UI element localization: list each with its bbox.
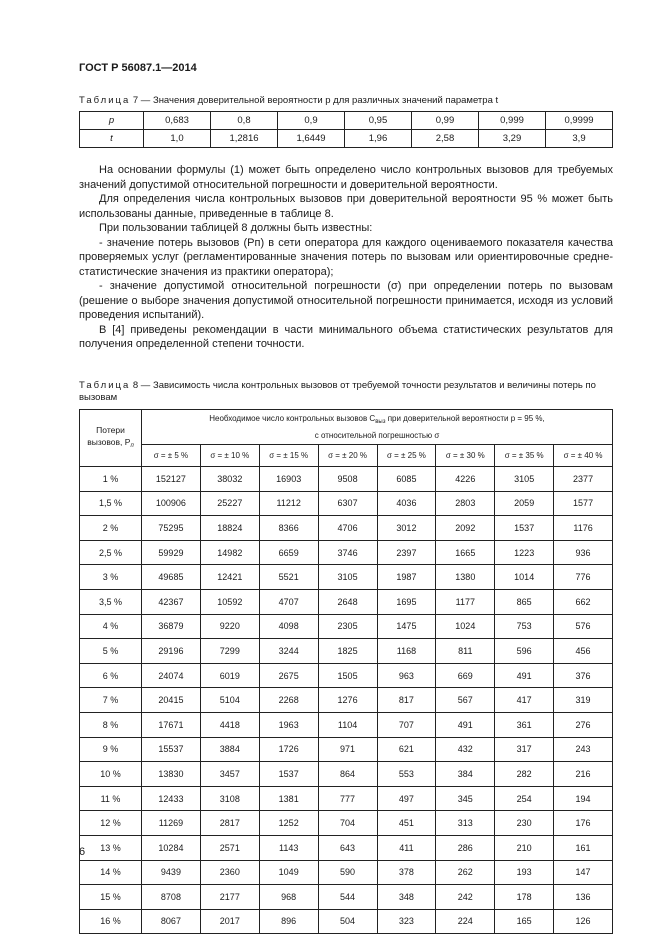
table-cell: 936 (554, 540, 613, 565)
table-cell: 16903 (259, 467, 318, 492)
table-cell: 10592 (200, 589, 259, 614)
group-header-line2: с относительной погрешностью σ (314, 431, 440, 440)
table-cell: 971 (318, 737, 377, 762)
table-cell: 456 (554, 639, 613, 664)
table-cell: 864 (318, 762, 377, 787)
column-header: σ = ± 15 % (259, 445, 318, 467)
table-cell: 0,95 (345, 112, 412, 130)
table-cell: 194 (554, 786, 613, 811)
table-cell: 317 (495, 737, 554, 762)
table-cell: 9439 (142, 860, 201, 885)
table-cell: 2397 (377, 540, 436, 565)
table-cell: 6085 (377, 467, 436, 492)
table-cell: 0,683 (144, 112, 211, 130)
table-cell: 242 (436, 885, 495, 910)
table-row (80, 688, 613, 713)
loss-cell: 3,5 % (80, 589, 142, 614)
paragraph: При пользовании таблицей 8 должны быть известны: (99, 222, 373, 234)
loss-column-header (80, 410, 142, 467)
table-cell: 2648 (318, 589, 377, 614)
table-cell: 1,2816 (211, 130, 278, 148)
table-cell: 59929 (142, 540, 201, 565)
table-row (80, 540, 613, 565)
loss-cell: 6 % (80, 663, 142, 688)
calls-group-header (142, 410, 613, 445)
loss-cell: 15 % (80, 885, 142, 910)
loss-cell: 13 % (80, 835, 142, 860)
table-cell: 811 (436, 639, 495, 664)
table-cell: 2305 (318, 614, 377, 639)
table-cell: 13830 (142, 762, 201, 787)
table-cell: 361 (495, 712, 554, 737)
table-cell: 8366 (259, 516, 318, 541)
table-cell: 2817 (200, 811, 259, 836)
table-row (80, 762, 613, 787)
table-cell: 345 (436, 786, 495, 811)
table-cell: 17671 (142, 712, 201, 737)
table-cell: 3108 (200, 786, 259, 811)
table-cell: 669 (436, 663, 495, 688)
table-cell: 0,9 (278, 112, 345, 130)
table-cell: 776 (554, 565, 613, 590)
table-cell: 4418 (200, 712, 259, 737)
loss-cell: 4 % (80, 614, 142, 639)
loss-cell: 9 % (80, 737, 142, 762)
column-header: σ = ± 20 % (318, 445, 377, 467)
table-cell: 224 (436, 909, 495, 934)
table7-caption-text: 7 — Значения доверительной вероятности p для различных значений параметра t (130, 95, 499, 106)
table-cell: 504 (318, 909, 377, 934)
table-cell: 0,8 (211, 112, 278, 130)
table-cell: 1695 (377, 589, 436, 614)
table-cell: 18824 (200, 516, 259, 541)
table-cell: 5521 (259, 565, 318, 590)
table-cell: 1537 (495, 516, 554, 541)
column-header: σ = ± 40 % (554, 445, 613, 467)
table-cell: 9508 (318, 467, 377, 492)
table-cell: 1014 (495, 565, 554, 590)
table-cell: 417 (495, 688, 554, 713)
table-cell: 896 (259, 909, 318, 934)
table-cell: 497 (377, 786, 436, 811)
table-cell: 3457 (200, 762, 259, 787)
table-cell: 384 (436, 762, 495, 787)
table-cell: 704 (318, 811, 377, 836)
table8-caption (79, 380, 619, 404)
table-cell: 0,99 (412, 112, 479, 130)
table-cell: 567 (436, 688, 495, 713)
table-cell: 753 (495, 614, 554, 639)
loss-cell: 10 % (80, 762, 142, 787)
table-row (80, 811, 613, 836)
table-cell: 1665 (436, 540, 495, 565)
table-cell: 9220 (200, 614, 259, 639)
table-cell: 2177 (200, 885, 259, 910)
table-cell: 1987 (377, 565, 436, 590)
table-cell: 178 (495, 885, 554, 910)
table-row (80, 737, 613, 762)
table-cell: 262 (436, 860, 495, 885)
table-cell: 29196 (142, 639, 201, 664)
table-row (80, 712, 613, 737)
loss-cell: 5 % (80, 639, 142, 664)
table-cell: 1537 (259, 762, 318, 787)
table-cell: 1475 (377, 614, 436, 639)
table-cell: 25227 (200, 491, 259, 516)
table-cell: 276 (554, 712, 613, 737)
table-cell: 4098 (259, 614, 318, 639)
table-cell: 3105 (318, 565, 377, 590)
table-cell: 3,29 (479, 130, 546, 148)
loss-cell: 11 % (80, 786, 142, 811)
loss-cell: 2,5 % (80, 540, 142, 565)
loss-header-line1: Потери (96, 425, 125, 435)
body-text (79, 163, 613, 352)
table-cell: 2017 (200, 909, 259, 934)
table8 (79, 409, 613, 934)
table-cell: 707 (377, 712, 436, 737)
table-row (80, 565, 613, 590)
table-cell: 2092 (436, 516, 495, 541)
table-cell: 0,999 (479, 112, 546, 130)
loss-cell: 12 % (80, 811, 142, 836)
table-cell: 968 (259, 885, 318, 910)
group-header-part2: при доверительной вероятности p = 95 %, (385, 414, 545, 423)
loss-cell: 14 % (80, 860, 142, 885)
table-cell: 10284 (142, 835, 201, 860)
table-cell: 49685 (142, 565, 201, 590)
table-row (80, 130, 613, 148)
table-cell: 4226 (436, 467, 495, 492)
table-cell: 254 (495, 786, 554, 811)
table-cell: 1726 (259, 737, 318, 762)
table-cell: 0,9999 (546, 112, 613, 130)
table-cell: 1104 (318, 712, 377, 737)
table-cell: 24074 (142, 663, 201, 688)
table-cell: 1505 (318, 663, 377, 688)
table-cell: 1143 (259, 835, 318, 860)
table-cell: 6307 (318, 491, 377, 516)
paragraph: - значение допустимой относительной погрешности (σ) при определении потерь по вызовам (решение о выборе значения допустимой относительной погрешности принимается, исходя из условий проведения испытаний). (79, 280, 613, 321)
table-cell: 2268 (259, 688, 318, 713)
table-cell: 865 (495, 589, 554, 614)
table-cell: 376 (554, 663, 613, 688)
table-row (80, 639, 613, 664)
table-cell: 2571 (200, 835, 259, 860)
table-cell: 4036 (377, 491, 436, 516)
table-cell: 576 (554, 614, 613, 639)
column-header: σ = ± 5 % (142, 445, 201, 467)
table-cell: 2,58 (412, 130, 479, 148)
table-cell: 210 (495, 835, 554, 860)
paragraph: На основании формулы (1) может быть определено число контрольных вызовов для требуемых значений допустимой относительной погрешности и доверительной вероятности. (79, 164, 613, 191)
table-cell: 777 (318, 786, 377, 811)
table-cell: 2675 (259, 663, 318, 688)
group-header-sub: выз (375, 419, 386, 425)
paragraph: - значение потерь вызовов (Pп) в сети оператора для каждого оцениваемого показателя качества проверяемых услуг (регламентированные значения потерь по вызовам или ориентировочные средне-статистические значения из практики оператора); (79, 236, 613, 278)
table-row (80, 860, 613, 885)
table-cell: 5104 (200, 688, 259, 713)
loss-cell: 3 % (80, 565, 142, 590)
table-cell: 2360 (200, 860, 259, 885)
table-cell: 411 (377, 835, 436, 860)
table-cell: 8067 (142, 909, 201, 934)
table-cell: 1963 (259, 712, 318, 737)
table-cell: 313 (436, 811, 495, 836)
column-header: σ = ± 10 % (200, 445, 259, 467)
table-cell: 230 (495, 811, 554, 836)
table-cell: 2059 (495, 491, 554, 516)
table-row (80, 589, 613, 614)
table-row (80, 885, 613, 910)
table-row (80, 909, 613, 934)
table7 (79, 111, 613, 148)
table7-caption-label: Таблица (79, 95, 131, 106)
table-cell: 3884 (200, 737, 259, 762)
table-cell: 544 (318, 885, 377, 910)
table8-columns-row (80, 445, 613, 467)
page-number: 6 (79, 846, 86, 858)
table-cell: 8708 (142, 885, 201, 910)
loss-header-line2: вызовов, P (87, 437, 131, 447)
table-row (80, 786, 613, 811)
table-cell: 1825 (318, 639, 377, 664)
table-cell: 176 (554, 811, 613, 836)
document-code: ГОСТ Р 56087.1—2014 (79, 62, 197, 74)
column-header: σ = ± 30 % (436, 445, 495, 467)
table-cell: 2377 (554, 467, 613, 492)
table-cell: 1176 (554, 516, 613, 541)
table-cell: 42367 (142, 589, 201, 614)
table-cell: 1577 (554, 491, 613, 516)
table-cell: 590 (318, 860, 377, 885)
table-cell: 15537 (142, 737, 201, 762)
table-cell: 3244 (259, 639, 318, 664)
table-cell: 1380 (436, 565, 495, 590)
table-cell: 12433 (142, 786, 201, 811)
table8-header-row (80, 410, 613, 445)
table-cell: 1049 (259, 860, 318, 885)
table-cell: 491 (495, 663, 554, 688)
row-label: p (80, 112, 144, 130)
table-cell: 1,96 (345, 130, 412, 148)
table-cell: 662 (554, 589, 613, 614)
loss-cell: 7 % (80, 688, 142, 713)
table-cell: 817 (377, 688, 436, 713)
table-cell: 3,9 (546, 130, 613, 148)
table-cell: 621 (377, 737, 436, 762)
table-cell: 1276 (318, 688, 377, 713)
table-row (80, 614, 613, 639)
loss-cell: 2 % (80, 516, 142, 541)
table-cell: 553 (377, 762, 436, 787)
table-cell: 643 (318, 835, 377, 860)
table-cell: 38032 (200, 467, 259, 492)
table-cell: 136 (554, 885, 613, 910)
table-cell: 348 (377, 885, 436, 910)
table-row (80, 491, 613, 516)
table-row (80, 516, 613, 541)
table-cell: 1223 (495, 540, 554, 565)
group-header-part1: Необходимое число контрольных вызовов C (209, 414, 376, 423)
table-cell: 147 (554, 860, 613, 885)
table-cell: 3746 (318, 540, 377, 565)
paragraph: В [4] приведены рекомендации в части минимального объема статистических результатов для получения определенной степени точности. (79, 323, 613, 350)
table-cell: 963 (377, 663, 436, 688)
table-cell: 1381 (259, 786, 318, 811)
loss-cell: 1 % (80, 467, 142, 492)
table-cell: 75295 (142, 516, 201, 541)
table8-caption-text: 8 — Зависимость числа контрольных вызовов от требуемой точности результатов и величины потерь по вызовам (79, 380, 596, 403)
loss-cell: 16 % (80, 909, 142, 934)
table-row (80, 112, 613, 130)
paragraph: Для определения числа контрольных вызовов при доверительной вероятности 95 % может быть использованы данные, приведенные в таблице 8. (79, 193, 613, 220)
table-cell: 3105 (495, 467, 554, 492)
loss-cell: 8 % (80, 712, 142, 737)
table-cell: 1252 (259, 811, 318, 836)
table-cell: 216 (554, 762, 613, 787)
table-cell: 11212 (259, 491, 318, 516)
table-cell: 1,6449 (278, 130, 345, 148)
table-cell: 4707 (259, 589, 318, 614)
table-cell: 1177 (436, 589, 495, 614)
table-cell: 378 (377, 860, 436, 885)
table-cell: 100906 (142, 491, 201, 516)
table-cell: 2803 (436, 491, 495, 516)
table-cell: 319 (554, 688, 613, 713)
table-cell: 432 (436, 737, 495, 762)
row-label: t (80, 130, 144, 148)
table-cell: 7299 (200, 639, 259, 664)
loss-header-sub: п (130, 443, 134, 449)
table-cell: 4706 (318, 516, 377, 541)
table-row (80, 467, 613, 492)
table-cell: 165 (495, 909, 554, 934)
table-cell: 126 (554, 909, 613, 934)
table8-caption-label: Таблица (79, 380, 131, 391)
table-cell: 491 (436, 712, 495, 737)
table-cell: 152127 (142, 467, 201, 492)
table7-caption (79, 95, 498, 107)
table-cell: 1168 (377, 639, 436, 664)
table-cell: 6659 (259, 540, 318, 565)
table-cell: 3012 (377, 516, 436, 541)
table-cell: 286 (436, 835, 495, 860)
table-cell: 193 (495, 860, 554, 885)
table-cell: 12421 (200, 565, 259, 590)
column-header: σ = ± 35 % (495, 445, 554, 467)
table-cell: 451 (377, 811, 436, 836)
table-cell: 323 (377, 909, 436, 934)
table-cell: 282 (495, 762, 554, 787)
loss-cell: 1,5 % (80, 491, 142, 516)
table-cell: 161 (554, 835, 613, 860)
table-cell: 1024 (436, 614, 495, 639)
table-cell: 596 (495, 639, 554, 664)
table-row (80, 835, 613, 860)
column-header: σ = ± 25 % (377, 445, 436, 467)
table-cell: 11269 (142, 811, 201, 836)
table-cell: 14982 (200, 540, 259, 565)
table-cell: 1,0 (144, 130, 211, 148)
table-row (80, 663, 613, 688)
table-cell: 6019 (200, 663, 259, 688)
table-cell: 243 (554, 737, 613, 762)
table-cell: 20415 (142, 688, 201, 713)
table-cell: 36879 (142, 614, 201, 639)
